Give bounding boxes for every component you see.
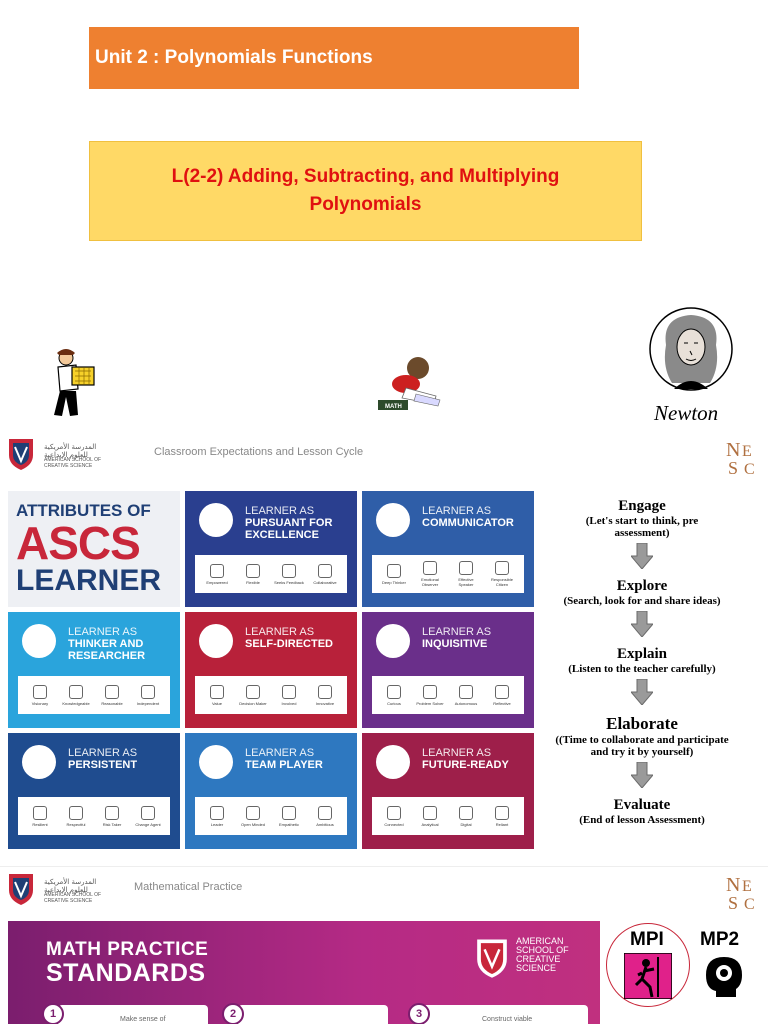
svg-text:C: C (744, 461, 755, 478)
star-icon (199, 503, 233, 537)
cycle-step-sub: (End of lesson Assessment) (579, 814, 705, 826)
target-icon (376, 745, 410, 779)
reading-student-clipart-icon (376, 354, 446, 412)
attributes-title-tile: ATTRIBUTES OF ASCS LEARNER (8, 491, 180, 607)
math-practice-banner (8, 921, 600, 1024)
mp1-label: MPI (630, 929, 664, 950)
cycle-step-title: Elaborate (606, 714, 678, 733)
newton-signature (652, 398, 732, 428)
math-book-label: MATH (385, 404, 402, 410)
lesson-cycle-header (0, 432, 768, 484)
banner-line1: MATH PRACTICE (46, 939, 209, 960)
runner-icon (22, 745, 56, 779)
cycle-step-sub: ((Time to collaborate and participate and try it by yourself) (555, 734, 729, 758)
tile-persistent: LEARNER AS PERSISTENT Resilient Respectful Risk Taker Change Agent (8, 733, 180, 849)
down-arrow-icon (631, 762, 653, 788)
school-shield-icon (8, 437, 34, 471)
practice-step (238, 1005, 388, 1024)
cycle-step-title: Engage (618, 498, 666, 514)
mp2-label: MP2 (700, 929, 740, 950)
school-logo: المدرسة الأمريكية للعلوم الإبداعية AMERICAN SCHOOL OF CREATIVE SCIENCE (8, 872, 98, 912)
tile-communicator: LEARNER AS COMMUNICATOR Deep Thinker Emotional Observer Effective Speaker Responsible Citizen (362, 491, 534, 607)
cycle-step-title: Explain (616, 646, 668, 662)
school-shield-icon (474, 937, 510, 979)
neasc-logo-icon (724, 436, 762, 480)
svg-text:C: C (744, 896, 755, 913)
cycle-step-title: Evaluate (613, 797, 671, 813)
section-header-text: Classroom Expectations and Lesson Cycle (154, 446, 364, 458)
section-header-text: Mathematical Practice (134, 881, 243, 893)
student-clipart-icon (48, 345, 100, 419)
tile-team-player: LEARNER AS TEAM PLAYER Leader Open Minded Empathetic Ambitious (185, 733, 357, 849)
climber-icon (624, 953, 672, 999)
lesson-banner (89, 141, 642, 241)
tile-self-directed: LEARNER AS SELF-DIRECTED Value Decision Maker Involved Innovative (185, 612, 357, 728)
tile-thinker-researcher: LEARNER AS THINKER AND RESEARCHER Visionary Knowledgeable Reasonable Independent (8, 612, 180, 728)
svg-text:E: E (742, 443, 752, 460)
neasc-logo-icon (724, 871, 762, 915)
school-shield-icon (8, 872, 34, 906)
cycle-step-sub: (Let's start to think, pre assessment) (585, 515, 699, 539)
practice-step-text: Make sense of (120, 1016, 166, 1023)
cycle-step-title: Explore (616, 578, 668, 594)
lightbulb-icon (376, 624, 410, 658)
brain-gear-icon (702, 955, 746, 997)
unit-title: Unit 2 : Polynomials Functions (95, 47, 373, 68)
svg-text:N: N (726, 874, 741, 896)
tile-inquisitive: LEARNER AS INQUISITIVE Curious Problem Solver Autonomous Reflective (362, 612, 534, 728)
school-logo: المدرسة الأمريكية للعلوم الإبداعية AMERICAN SCHOOL OF CREATIVE SCIENCE (8, 437, 98, 477)
speech-icon (376, 503, 410, 537)
lesson-title: L(2-2) Adding, Subtracting, and Multiplying Polynomials (171, 166, 560, 215)
svg-text:S: S (728, 458, 739, 478)
practice-step-text: Construct viable (482, 1016, 533, 1023)
practice-step-number: 2 (222, 1003, 244, 1024)
svg-text:N: N (726, 439, 741, 461)
team-icon (199, 745, 233, 779)
banner-line2: STANDARDS (46, 959, 206, 987)
cycle-step-sub: (Search, look for and share ideas) (563, 595, 721, 607)
mp-badges (604, 921, 768, 1024)
practice-step-number: 1 (42, 1003, 64, 1024)
svg-text:S: S (728, 893, 739, 913)
unit-banner (89, 27, 579, 89)
practice-step-number: 3 (408, 1003, 430, 1024)
svg-text:Newton: Newton (654, 401, 719, 425)
lesson-cycle (540, 498, 744, 826)
newton-portrait-icon (648, 305, 734, 397)
brain-icon (22, 624, 56, 658)
cycle-step-sub: (Listen to the teacher carefully) (568, 663, 716, 675)
tile-pursuant-for-excellence: LEARNER AS PURSUANT FOR EXCELLENCE Empowered Flexible Seeks Feedback Collaborative (185, 491, 357, 607)
down-arrow-icon (631, 679, 653, 705)
down-arrow-icon (631, 543, 653, 569)
banner-school-name: AMERICAN SCHOOL OF CREATIVE SCIENCE (516, 936, 569, 973)
people-icon (199, 624, 233, 658)
down-arrow-icon (631, 611, 653, 637)
tile-future-ready: LEARNER AS FUTURE-READY Connected Analytical Digital Reliant (362, 733, 534, 849)
math-practice-header (0, 866, 768, 918)
svg-text:E: E (742, 878, 752, 895)
attributes-grid (8, 491, 536, 849)
